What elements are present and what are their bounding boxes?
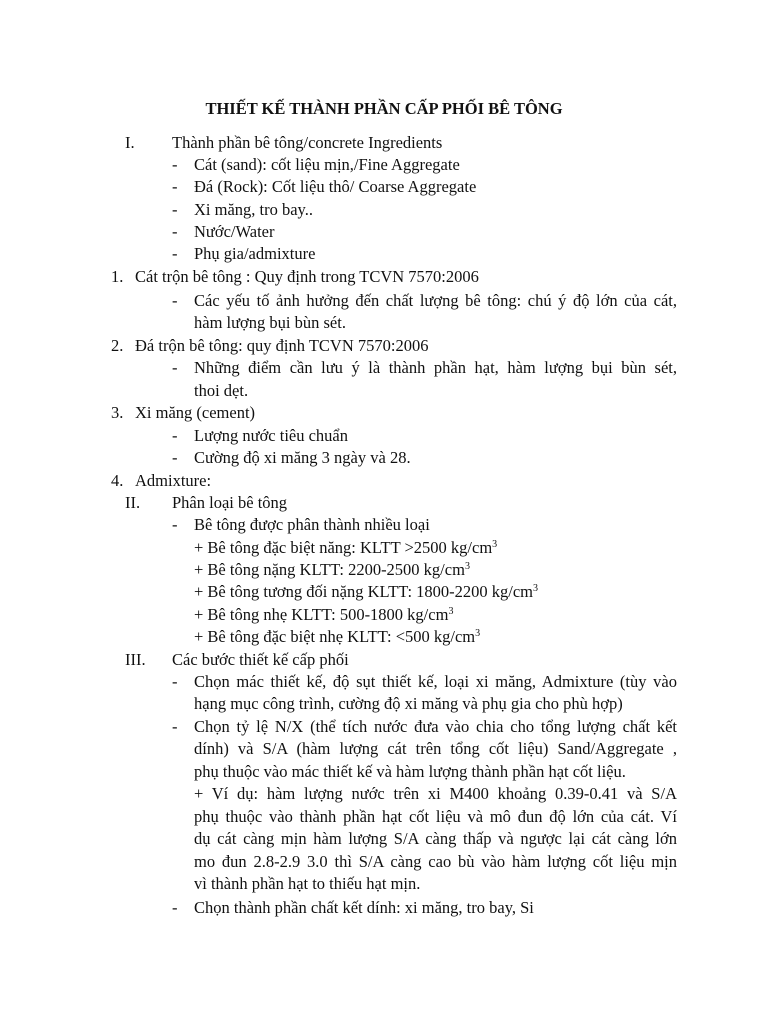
numbered-item-4: Admixture: [135, 471, 212, 490]
list-bullet: - [172, 177, 178, 196]
concrete-type-line [194, 537, 497, 559]
paragraph-line: Chọn mác thiết kế, độ sụt thiết kế, loại xi măng, Admixture (tùy vào [194, 672, 677, 691]
list-bullet: - [172, 222, 178, 241]
concrete-type-line [194, 581, 538, 603]
list-bullet: - [172, 515, 178, 534]
list-bullet: - [172, 358, 178, 377]
paragraph-line: Các yếu tố ảnh hưởng đến chất lượng bê tông: chú ý độ lớn của cát, [194, 291, 677, 310]
paragraph-line: hàm lượng bụi bùn sét. [194, 313, 346, 332]
section-2-marker: II. [125, 493, 141, 512]
list-bullet: - [172, 155, 178, 174]
paragraph-line: vì thành phần hạt to thiếu hạt mịn. [194, 874, 421, 893]
list-bullet: - [172, 244, 178, 263]
list-item: Chọn thành phần chất kết dính: xi măng, tro bay, Si [194, 898, 534, 917]
concrete-type-line [194, 604, 453, 626]
list-item: Lượng nước tiêu chuẩn [194, 426, 349, 445]
numbered-marker-1: 1. [111, 267, 124, 286]
paragraph-line: thoi dẹt. [194, 381, 249, 400]
superscript: 3 [492, 539, 498, 550]
list-bullet: - [172, 426, 178, 445]
concrete-type-text: + Bê tông đặc biệt nhẹ KLTT: <500 kg/cm [194, 627, 476, 646]
list-bullet: - [172, 672, 178, 691]
superscript: 3 [475, 628, 481, 639]
paragraph-line: dụ cát càng mịn hàm lượng S/A càng thấp và ngược lại cát càng lớn [194, 829, 677, 848]
list-bullet: - [172, 717, 178, 736]
numbered-item-2: Đá trộn bê tông: quy định TCVN 7570:2006 [135, 336, 429, 355]
list-item: Cát (sand): cốt liệu mịn,/Fine Aggregate [194, 155, 460, 174]
paragraph-line: mo đun 2.8-2.9 3.0 thì S/A càng cao bù vào hàm lượng cốt liệu mịn [194, 852, 677, 871]
paragraph-line: + Ví dụ: hàm lượng nước trên xi M400 khoảng 0.39-0.41 và S/A [194, 784, 677, 803]
section-3-heading: Các bước thiết kế cấp phối [172, 650, 349, 669]
concrete-type-text: + Bê tông nhẹ KLTT: 500-1800 kg/cm [194, 605, 449, 624]
paragraph-line: phụ thuộc vào mác thiết kế và hàm lượng thành phần hạt cốt liệu. [194, 762, 626, 781]
paragraph-line: Chọn tỷ lệ N/X (thể tích nước đưa vào chia cho tổng lượng chất kết [194, 717, 677, 736]
numbered-marker-4: 4. [111, 471, 124, 490]
list-item: Bê tông được phân thành nhiều loại [194, 515, 430, 534]
superscript: 3 [533, 583, 539, 594]
section-3-marker: III. [125, 650, 146, 669]
list-bullet: - [172, 291, 178, 310]
concrete-type-text: + Bê tông nặng KLTT: 2200-2500 kg/cm [194, 560, 465, 579]
list-item: Nước/Water [194, 222, 275, 241]
superscript: 3 [448, 606, 454, 617]
paragraph-line: phụ thuộc vào thành phần hạt cốt liệu và mô đun độ lớn của cát. Ví [194, 807, 677, 826]
list-bullet: - [172, 200, 178, 219]
list-item: Cường độ xi măng 3 ngày và 28. [194, 448, 411, 467]
section-1-heading: Thành phần bê tông/concrete Ingredients [172, 133, 443, 152]
page-title: THIẾT KẾ THÀNH PHẦN CẤP PHỐI BÊ TÔNG [205, 99, 563, 118]
numbered-marker-2: 2. [111, 336, 124, 355]
numbered-item-1: Cát trộn bê tông : Quy định trong TCVN 7570:2006 [135, 267, 479, 286]
list-item: Phụ gia/admixture [194, 244, 316, 263]
numbered-marker-3: 3. [111, 403, 124, 422]
paragraph-line: dính) và S/A (hàm lượng cát trên tổng cốt liệu) Sand/Aggregate , [194, 739, 677, 758]
section-2-heading: Phân loại bê tông [172, 493, 288, 512]
concrete-type-line [194, 626, 480, 648]
list-bullet: - [172, 898, 178, 917]
numbered-item-3: Xi măng (cement) [135, 403, 256, 422]
paragraph-line: Những điểm cần lưu ý là thành phần hạt, hàm lượng bụi bùn sét, [194, 358, 677, 377]
concrete-type-text: + Bê tông tương đối nặng KLTT: 1800-2200 kg/cm [194, 582, 534, 601]
superscript: 3 [464, 561, 470, 572]
concrete-type-line [194, 559, 470, 581]
section-1-marker: I. [125, 133, 135, 152]
list-item: Đá (Rock): Cốt liệu thô/ Coarse Aggregate [194, 177, 477, 196]
paragraph-line: hạng mục công trình, cường độ xi măng và phụ gia cho phù hợp) [194, 694, 623, 713]
list-item: Xi măng, tro bay.. [194, 200, 313, 219]
list-bullet: - [172, 448, 178, 467]
concrete-type-text: + Bê tông đặc biệt năng: KLTT >2500 kg/cm [194, 538, 493, 557]
